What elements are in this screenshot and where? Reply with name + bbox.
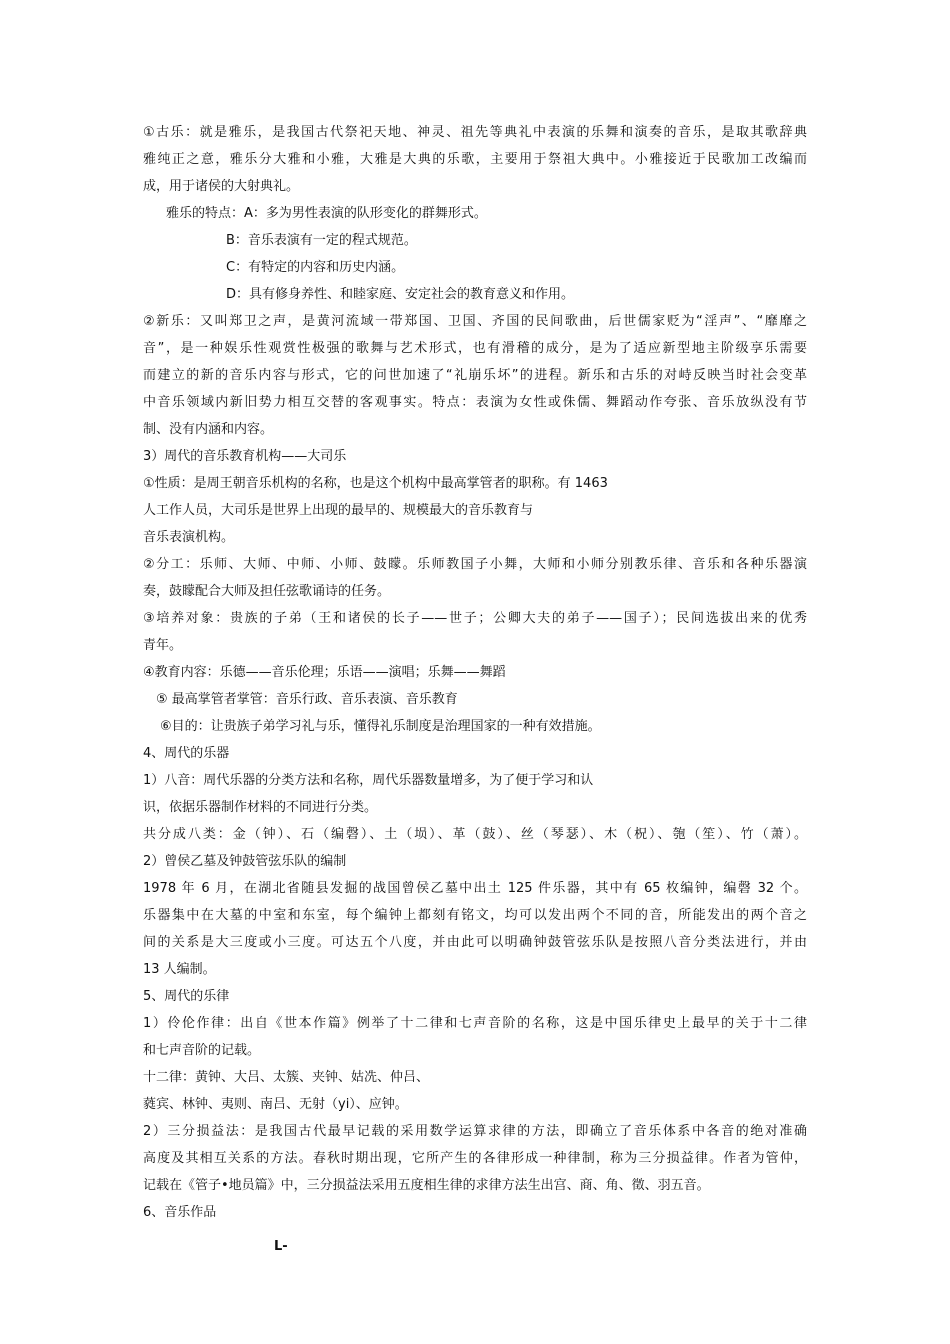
text-line: ①性质：是周王朝音乐机构的名称，也是这个机构中最高掌管者的职称。有 1463 — [143, 476, 608, 491]
text-line: 中音乐领域内新旧势力相互交替的客观事实。特点：表演为女性或侏儒、舞蹈动作夸张、音乐放纵没有节 — [143, 395, 807, 410]
text-line: 音”，是一种娱乐性观赏性极强的歌舞与艺术形式，也有滑稽的成分，是为了适应新型地主阶级享乐需要 — [143, 341, 807, 356]
text-line: 音乐表演机构。 — [143, 530, 235, 545]
text-line: 十二律：黄钟、大吕、太簇、夹钟、姑冼、仲吕、 — [143, 1070, 430, 1085]
text-line: 奏，鼓矇配合大师及担任弦歌诵诗的任务。 — [143, 584, 391, 599]
section-heading: 2）曾侯乙墓及钟鼓管弦乐队的编制 — [143, 854, 347, 869]
text-line: 1）八音：周代乐器的分类方法和名称，周代乐器数量增多，为了便于学习和认 — [143, 773, 594, 788]
section-heading: 5、周代的乐律 — [143, 989, 230, 1004]
text-line: 13 人编制。 — [143, 962, 216, 977]
text-line: B：音乐表演有一定的程式规范。 — [226, 233, 417, 248]
text-line: 记载在《管子•地员篇》中，三分损益法采用五度相生律的求律方法生出宫、商、角、徵、羽五音。 — [143, 1178, 710, 1193]
section-heading: 3）周代的音乐教育机构——大司乐 — [143, 449, 347, 464]
section-heading: 4、周代的乐器 — [143, 746, 230, 761]
section-heading: 6、音乐作品 — [143, 1205, 217, 1220]
text-line: 乐器集中在大墓的中室和东室，每个编钟上都刻有铭文，均可以发出两个不同的音，所能发出的两个音之 — [143, 908, 807, 923]
text-line: 雅纯正之意，雅乐分大雅和小雅，大雅是大典的乐歌，主要用于祭祖大典中。小雅接近于民歌加工改编而 — [143, 152, 807, 167]
text-line: C：有特定的内容和历史内涵。 — [226, 260, 405, 275]
text-line: 雅乐的特点：A：多为男性表演的队形变化的群舞形式。 — [166, 206, 487, 221]
text-line: 青年。 — [143, 638, 183, 653]
text-line: ⑥目的：让贵族子弟学习礼与乐，懂得礼乐制度是治理国家的一种有效措施。 — [160, 719, 601, 734]
text-line: ②新乐：又叫郑卫之声，是黄河流域一带郑国、卫国、齐国的民间歌曲，后世儒家贬为“淫声”、“靡靡之 — [143, 314, 807, 329]
text-line: 识，依据乐器制作材料的不同进行分类。 — [143, 800, 378, 815]
text-line: 1978 年 6 月，在湖北省随县发掘的战国曾侯乙墓中出土 125 件乐器，其中有 65 枚编钟，编磬 32 个。 — [143, 881, 807, 896]
text-line: ①古乐：就是雅乐，是我国古代祭祀天地、神灵、祖先等典礼中表演的乐舞和演奏的音乐，是取其歌辞典 — [143, 125, 807, 140]
text-line: 而建立的新的音乐内容与形式，它的问世加速了“礼崩乐坏”的进程。新乐和古乐的对峙反映当时社会变革 — [143, 368, 807, 383]
text-line: 蕤宾、林钟、夷则、南吕、无射（yi）、应钟。 — [143, 1097, 408, 1112]
text-line: 间的关系是大三度或小三度。可达五个八度，并由此可以明确钟鼓管弦乐队是按照八音分类法进行，并由 — [143, 935, 807, 950]
text-line: 2）三分损益法：是我国古代最早记载的采用数学运算求律的方法，即确立了音乐体系中各音的绝对准确 — [143, 1124, 807, 1139]
text-line: ③培养对象：贵族的子弟（王和诸侯的长子——世子；公卿大夫的弟子——国子）；民间选拔出来的优秀 — [143, 611, 807, 626]
text-line: ②分工：乐师、大师、中师、小师、鼓矇。乐师教国子小舞，大师和小师分别教乐律、音乐和各种乐器演 — [143, 557, 807, 572]
text-line: 人工作人员，大司乐是世界上出现的最早的、规模最大的音乐教育与 — [143, 503, 534, 518]
text-line: 和七声音阶的记载。 — [143, 1043, 261, 1058]
text-line: ④教育内容：乐德——音乐伦理；乐语——演唱；乐舞——舞蹈 — [143, 665, 506, 680]
text-line: 共分成八类：金（钟）、石（编磬）、土（埙）、革（鼓）、丝（琴瑟）、木（柷）、匏（笙）、竹（萧）。 — [143, 827, 807, 842]
text-line: ⑤ 最高掌管者掌管：音乐行政、音乐表演、音乐教育 — [156, 692, 458, 707]
text-line: 制、没有内涵和内容。 — [143, 422, 274, 437]
text-line: 成，用于诸侯的大射典礼。 — [143, 179, 300, 194]
footer-mark: L- — [274, 1239, 288, 1254]
text-line: 1）伶伦作律：出自《世本作篇》例举了十二律和七声音阶的名称，这是中国乐律史上最早的关于十二律 — [143, 1016, 807, 1031]
text-line: D：具有修身养性、和睦家庭、安定社会的教育意义和作用。 — [226, 287, 575, 302]
text-line: 高度及其相互关系的方法。春秋时期出现，它所产生的各律形成一种律制，称为三分损益律。作者为管仲， — [143, 1151, 807, 1166]
